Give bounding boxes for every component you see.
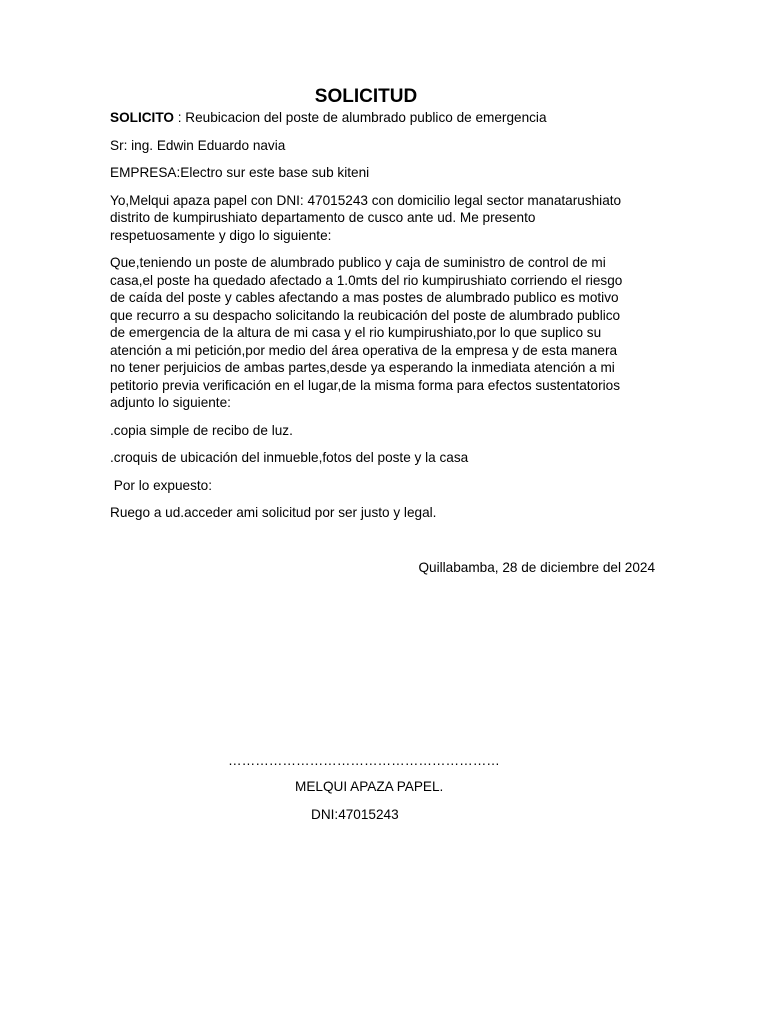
empresa-line: EMPRESA:Electro sur este base sub kiteni bbox=[110, 165, 370, 180]
recipient-line: Sr: ing. Edwin Eduardo navia bbox=[110, 137, 286, 153]
attachment-item-2: .croquis de ubicación del inmueble,fotos del poste y la casa bbox=[110, 450, 469, 465]
solicito-text: : Reubicacion del poste de alumbrado publico de emergencia bbox=[173, 110, 547, 125]
date-line: Quillabamba, 28 de diciembre del 2024 bbox=[418, 560, 655, 575]
signature-line: …………………………………………………… bbox=[228, 753, 500, 768]
document-body bbox=[110, 109, 655, 532]
attachment-item-1: .copia simple de recibo de luz. bbox=[110, 422, 293, 438]
intro-paragraph: Yo,Melqui apaza papel con DNI: 47015243 con domicilio legal sector manatarushiato distrito de kumpirushiato departamento de cusco ante ud. Me presento respetuosamente y digo lo siguiente: bbox=[110, 192, 622, 243]
ruego-line: Ruego a ud.acceder ami solicitud por ser justo y legal. bbox=[110, 505, 437, 520]
signature-name: MELQUI APAZA PAPEL. bbox=[295, 779, 444, 794]
signature-dni: DNI:47015243 bbox=[311, 807, 399, 822]
por-lo-expuesto-line: Por lo expuesto: bbox=[110, 477, 213, 493]
body-paragraph: Que,teniendo un poste de alumbrado publico y caja de suministro de control de mi casa,el poste ha quedado afectado a 1.0mts del rio kumpirushiato corriendo el riesgo de caída del poste y cables afectando a mas postes de alumbrado publico es motivo que recurro a su despacho solicitando la reubicación del poste de alumbrado publico de emergencia de la altura de mi casa y el rio kumpirushiato,por lo que suplico su atención a mi petición,por medio del área operativa de la empresa y de esta manera no tener perjuicios de ambas partes,desde ya esperando la inmediata atención a mi petitorio previa verificación en el lugar,de la misma forma para efectos sustentatorios adjunto lo siguiente: bbox=[110, 255, 623, 410]
solicito-label: SOLICITO bbox=[110, 110, 174, 125]
solicito-line bbox=[110, 109, 655, 127]
document-title: SOLICITUD bbox=[314, 86, 418, 107]
